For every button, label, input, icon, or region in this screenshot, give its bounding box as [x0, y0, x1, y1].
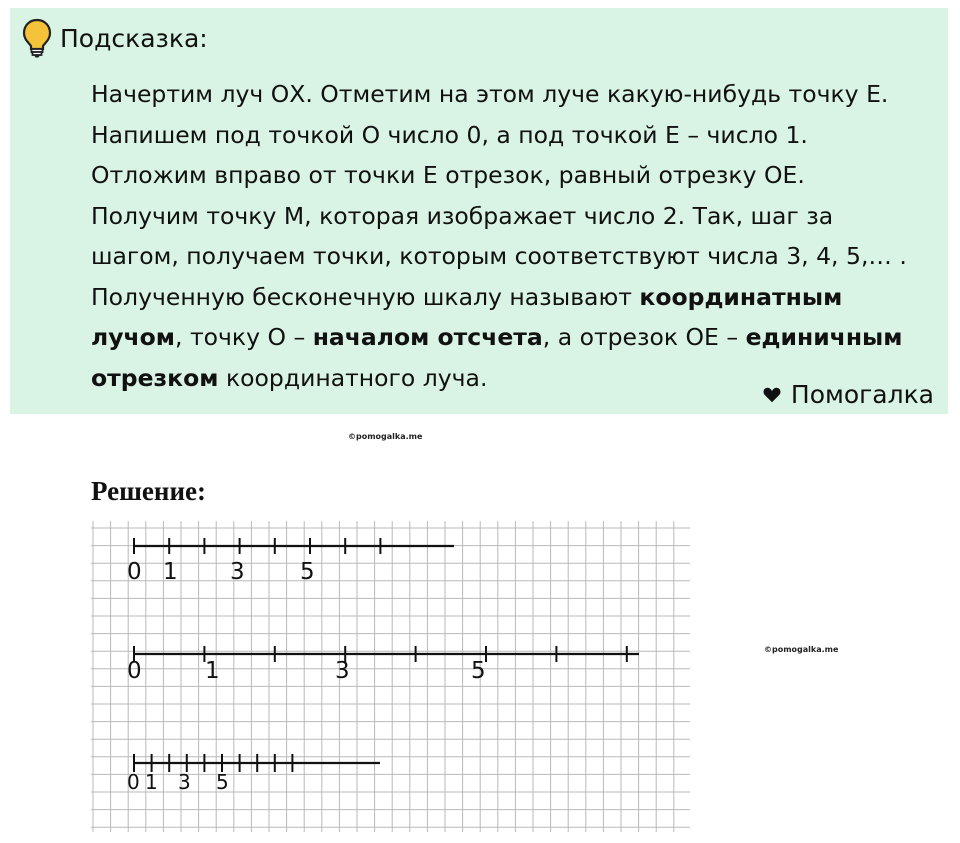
hint-text-span: Полученную бесконечную шкалу называют — [91, 282, 640, 311]
ray-2-label: 0 — [127, 658, 142, 684]
hint-text-span: , точку О – — [175, 323, 313, 351]
hint-panel — [10, 8, 948, 414]
ray-2-label: 1 — [205, 658, 220, 684]
hint-line: Получим точку М, которая изображает число 2. Так, шаг за — [91, 201, 834, 230]
solution-title: Решение: — [91, 476, 206, 506]
ray-3-label: 1 — [145, 770, 158, 794]
hint-text — [91, 74, 946, 398]
term-origin: началом отсчета — [312, 323, 543, 351]
hint-text-span: координатного луча. — [218, 363, 488, 392]
ray-1-label: 0 — [127, 559, 142, 585]
hint-line: шагом, получаем точки, которым соответствуют числа 3, 4, 5,… . — [91, 242, 907, 270]
ray-3-label: 0 — [127, 770, 140, 794]
hint-line — [91, 277, 946, 318]
ray-2-label: 5 — [471, 658, 486, 684]
hint-line — [91, 317, 946, 358]
hint-text-span: , а отрезок ОЕ – — [542, 323, 746, 351]
term-ray: лучом — [91, 323, 176, 351]
ray-1-label: 1 — [163, 559, 178, 585]
term-segment: отрезком — [91, 363, 219, 392]
hint-line: Напишем под точкой О число 0, а под точкой Е – число 1. — [91, 120, 808, 149]
lightbulb-icon — [22, 18, 52, 58]
hint-title: Подсказка: — [60, 23, 208, 53]
ray-3-label: 5 — [216, 770, 229, 794]
ray-2 — [127, 646, 639, 684]
ray-2-label: 3 — [335, 658, 350, 684]
term-coordinate: координатным — [639, 282, 843, 311]
watermark: ©pomogalka.me — [348, 432, 423, 441]
ray-3-label: 3 — [178, 770, 191, 794]
grid-paper — [91, 521, 690, 832]
watermark: ©pomogalka.me — [764, 645, 839, 654]
term-unit: единичным — [745, 323, 903, 351]
heart-icon — [763, 386, 781, 404]
hint-header — [22, 18, 208, 58]
ray-1-label: 3 — [230, 559, 245, 585]
brand-name: Помогалка — [790, 380, 934, 409]
brand-link[interactable] — [763, 380, 934, 409]
hint-line: Отложим вправо от точки Е отрезок, равный отрезку ОЕ. — [91, 161, 805, 189]
hint-line: Начертим луч ОХ. Отметим на этом луче какую-нибудь точку Е. — [91, 80, 889, 108]
ray-1-label: 5 — [300, 559, 315, 585]
ray-1 — [127, 538, 454, 585]
